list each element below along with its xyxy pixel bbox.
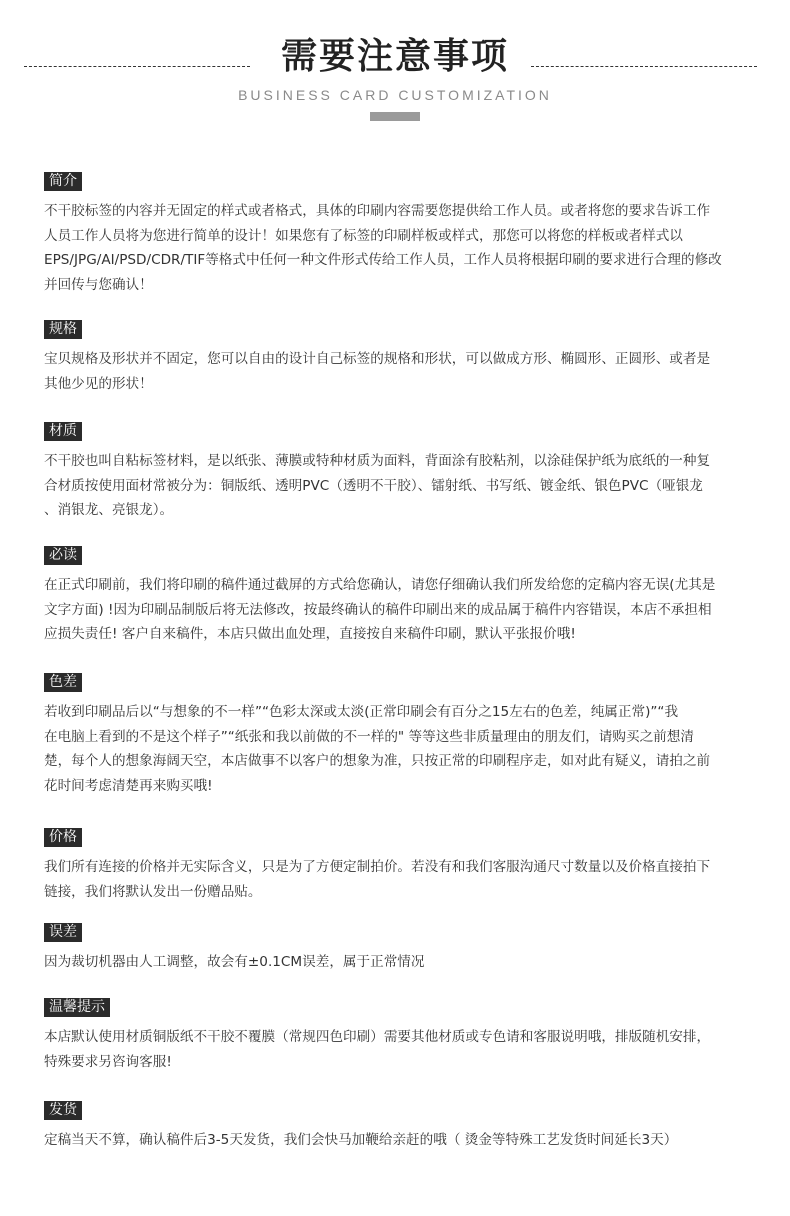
section-label: 发货 xyxy=(44,1101,82,1120)
section-text: 若收到印刷品后以“与想象的不一样”“色彩太深或太淡(正常印刷会有百分之15左右的色差，纯属正常)”“我 在电脑上看到的不是这个样子”“纸张和我以前做的不一样的" 等等这些非质量理由的朋友们，请购买之前想清 楚，每个人的想象海阔天空，本店做事不以客户的想象为准，只按正常的印刷程序走，如对此有疑义，请拍之前 花时间考虑清楚再来购买哦! xyxy=(44,704,711,794)
section-text: 定稿当天不算，确认稿件后3-5天发货，我们会快马加鞭给亲赶的哦（ 烫金等特殊工艺发货时间延长3天） xyxy=(44,1132,678,1148)
section-label: 误差 xyxy=(44,923,82,942)
right-dashed-divider xyxy=(531,66,757,67)
section-text: 本店默认使用材质铜版纸不干胶不覆膜（常规四色印刷）需要其他材质或专色请和客服说明哦，排版随机安排， 特殊要求另咨询客服! xyxy=(44,1029,711,1070)
section-shipping xyxy=(44,1099,754,1153)
section-label: 必读 xyxy=(44,546,82,565)
section-price xyxy=(44,826,754,904)
section-text: 宝贝规格及形状并不固定，您可以自由的设计自己标签的规格和形状，可以做成方形、椭圆形、正圆形、或者是 其他少见的形状！ xyxy=(44,351,711,392)
section-spec xyxy=(44,318,754,396)
section-label: 材质 xyxy=(44,422,82,441)
section-label: 价格 xyxy=(44,828,82,847)
section-text: 因为裁切机器由人工调整，故会有±0.1CM误差，属于正常情况 xyxy=(44,954,425,970)
page-title: 需要注意事项 xyxy=(280,36,509,77)
section-must-read xyxy=(44,544,754,647)
page-subtitle: BUSINESS CARD CUSTOMIZATION xyxy=(238,87,552,103)
page-header xyxy=(0,0,790,130)
section-text: 我们所有连接的价格并无实际含义，只是为了方便定制拍价。若没有和我们客服沟通尺寸数量以及价格直接拍下 链接，我们将默认发出一份赠品贴。 xyxy=(44,859,711,900)
section-intro xyxy=(44,170,754,297)
section-text: 在正式印刷前，我们将印刷的稿件通过截屏的方式给您确认，请您仔细确认我们所发给您的定稿内容无误(尤其是 文字方面) !因为印刷品制版后将无法修改，按最终确认的稿件印刷出来的成品属于稿件内容错误，本店不承担相 应损失责任! 客户自来稿件，本店只做出血处理，直接按自来稿件印刷，默认平张报价哦! xyxy=(44,577,716,642)
section-label: 温馨提示 xyxy=(44,998,110,1017)
section-text: 不干胶也叫自粘标签材料，是以纸张、薄膜或特种材质为面料，背面涂有胶粘剂，以涂硅保护纸为底纸的一种复 合材质按使用面材常被分为：铜版纸、透明PVC（透明不干胶）、镭射纸、书写纸、镀金纸、银色PVC（哑银龙 、消银龙、亮银龙）。 xyxy=(44,453,711,518)
section-label: 色差 xyxy=(44,673,82,692)
section-color-difference xyxy=(44,671,754,798)
section-material xyxy=(44,420,754,523)
section-label: 简介 xyxy=(44,172,82,191)
section-reminder xyxy=(44,996,754,1074)
title-accent-bar xyxy=(370,112,420,121)
section-tolerance xyxy=(44,921,754,975)
section-label: 规格 xyxy=(44,320,82,339)
section-text: 不干胶标签的内容并无固定的样式或者格式，具体的印刷内容需要您提供给工作人员。或者将您的要求告诉工作 人员工作人员将为您进行简单的设计！如果您有了标签的印刷样板或样式，那您可以将您的样板或者样式以 EPS/JPG/AI/PSD/CDR/TIF等格式中任何一种文件形式传给工作人员，工作人员将根据印刷的要求进行合理的修改 并回传与您确认！ xyxy=(44,203,722,293)
